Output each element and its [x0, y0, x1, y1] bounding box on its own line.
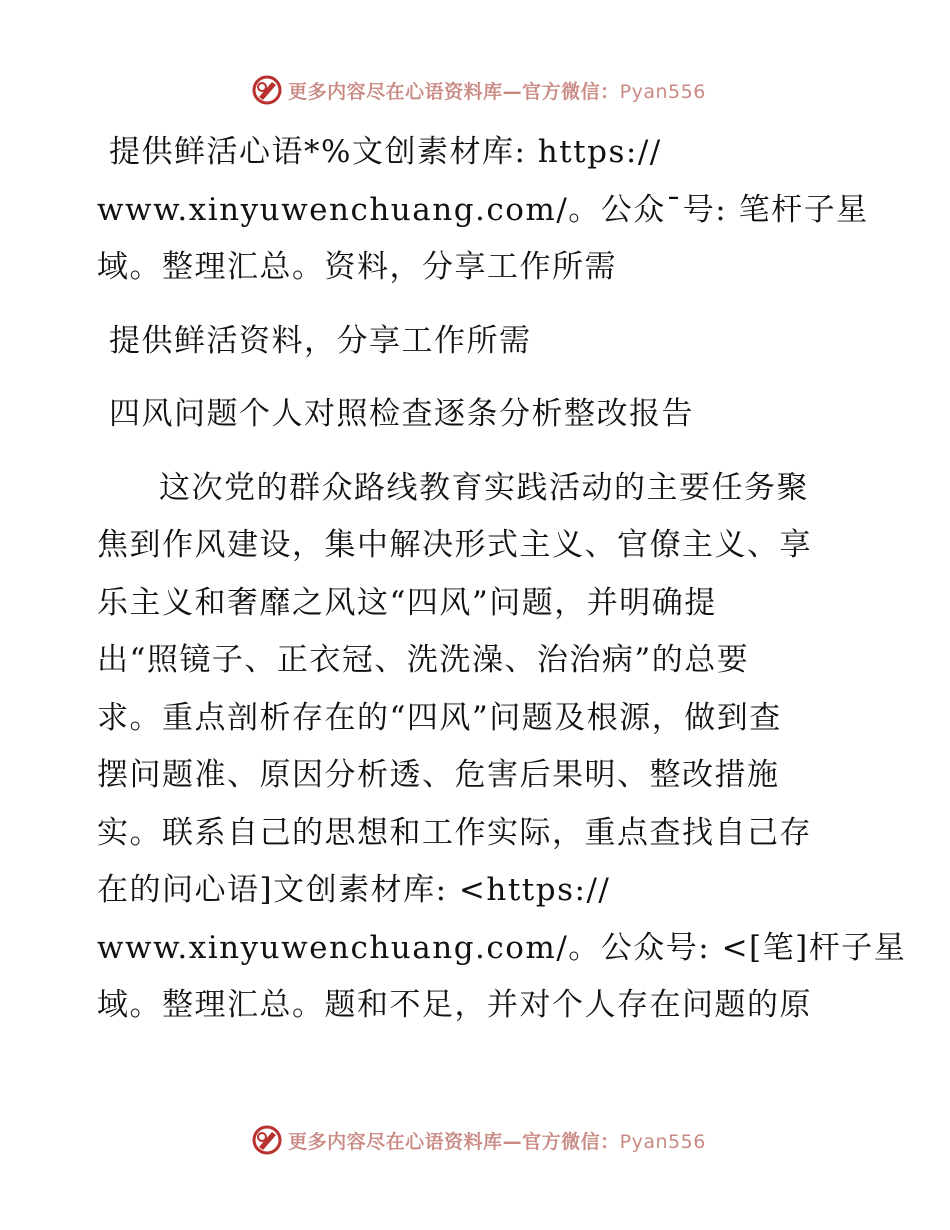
spacer	[97, 370, 857, 386]
paragraph-line: 出“照镜子、正衣冠、洗洗澡、治治病”的总要	[97, 642, 750, 678]
body-line: 域。整理汇总。资料，分享工作所需	[97, 249, 617, 285]
document-title: 四风问题个人对照检查逐条分析整改报告	[109, 396, 694, 432]
footer-banner-inner	[250, 1123, 706, 1157]
paragraph-line: 域。整理汇总。题和不足，并对个人存在问题的原	[97, 987, 812, 1023]
paragraph-line: 乐主义和奢靡之风这“四风”问题，并明确提	[97, 584, 717, 621]
paragraph-line: 摆问题准、原因分析透、危害后果明、整改措施	[97, 757, 780, 793]
paragraph-line: 求。重点剖析存在的“四风”问题及根源，做到查	[97, 699, 782, 736]
header-banner	[0, 70, 950, 110]
footer-banner	[0, 1120, 950, 1160]
paragraph-line: 这次党的群众路线教育实践活动的主要任务聚	[159, 469, 809, 506]
header-banner-inner	[250, 73, 706, 107]
footer-banner-wechat: Pyan556	[619, 1130, 706, 1153]
pen-circle-logo-icon	[250, 73, 284, 107]
spacer	[97, 444, 857, 460]
header-banner-wechat: Pyan556	[619, 80, 706, 103]
paragraph-line: 焦到作风建设，集中解决形式主义、官僚主义、享	[97, 527, 812, 563]
header-banner-label: 更多内容尽在心语资料库—官方微信：	[288, 80, 620, 103]
body-line: 提供鲜活资料，分享工作所需	[109, 322, 532, 359]
paragraph-line: 在的问心语]文创素材库: <https://	[97, 872, 611, 908]
pen-circle-logo-icon	[250, 1123, 284, 1157]
paragraph-line: 实。联系自己的思想和工作实际，重点查找自己存	[97, 814, 812, 851]
spacer	[97, 297, 857, 313]
body-line: www.xinyuwenchuang.com/。公众¯号: 笔杆子星	[97, 191, 869, 228]
header-banner-text	[288, 77, 706, 104]
body-line: 提供鲜活心语*%文创素材库: https://	[109, 134, 662, 170]
document-body	[97, 124, 907, 1035]
footer-banner-text	[288, 1127, 706, 1154]
paragraph-line: www.xinyuwenchuang.com/。公众号: <[笔]杆子星	[97, 929, 907, 966]
footer-banner-label: 更多内容尽在心语资料库—官方微信：	[288, 1130, 620, 1153]
